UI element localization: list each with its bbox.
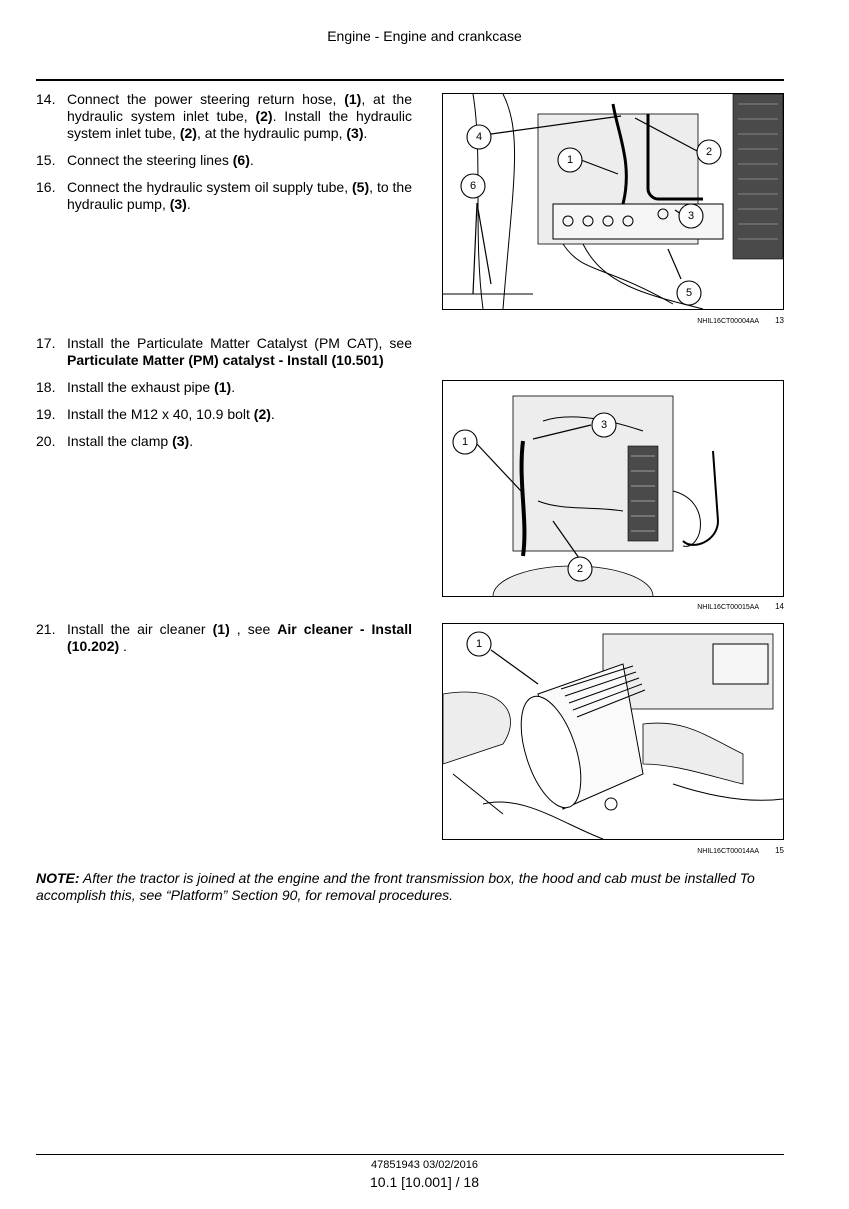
step-number: 19. bbox=[36, 406, 56, 422]
step-text: Install the Particulate Matter Catalyst (PM CAT), see Particulate Matter (PM) catalyst - Install (10.501) bbox=[67, 335, 412, 368]
callout-3-label: 3 bbox=[687, 210, 695, 222]
footer-rule bbox=[36, 1154, 784, 1155]
callout-1-label: 1 bbox=[461, 436, 469, 448]
step-number: 18. bbox=[36, 379, 56, 395]
engine-pump-drawing bbox=[443, 94, 783, 309]
step-number: 17. bbox=[36, 335, 56, 351]
steps-group-1 bbox=[36, 91, 412, 223]
cooler-core bbox=[628, 446, 658, 541]
step-number: 20. bbox=[36, 433, 56, 449]
step-14 bbox=[36, 91, 412, 142]
header-rule bbox=[36, 79, 784, 81]
page-header-title: Engine - Engine and crankcase bbox=[327, 28, 522, 44]
figure-code: NHIL16CT00004AA bbox=[697, 318, 760, 325]
steps-group-2 bbox=[36, 335, 412, 460]
step-18 bbox=[36, 379, 412, 396]
figure-number: 14 bbox=[775, 602, 784, 611]
figure-number: 15 bbox=[775, 846, 784, 855]
step-text: Install the clamp (3). bbox=[67, 433, 194, 449]
callout-2-label: 2 bbox=[576, 563, 584, 575]
figure-13-caption bbox=[442, 316, 784, 325]
step-number: 14. bbox=[36, 91, 56, 107]
note-label: NOTE: bbox=[36, 870, 80, 886]
note-text: After the tractor is joined at the engine and the front transmission box, the hood and cab must be installed To accomplish this, see “Platform” Section 90, for removal procedures. bbox=[36, 870, 755, 903]
footer-document-id: 47851943 03/02/2016 bbox=[370, 1159, 479, 1171]
callout-2-label: 2 bbox=[705, 146, 713, 158]
figure-13-illustration bbox=[442, 93, 784, 310]
footer-page-number: 10.1 [10.001] / 18 bbox=[370, 1174, 479, 1190]
figure-code: NHIL16CT00015AA bbox=[697, 604, 760, 611]
step-17 bbox=[36, 335, 412, 369]
step-20 bbox=[36, 433, 412, 450]
step-21 bbox=[36, 621, 412, 655]
air-cleaner-drawing bbox=[443, 624, 783, 839]
step-text: Install the air cleaner (1) , see Air cleaner - Install (10.202) . bbox=[67, 621, 412, 654]
note-paragraph bbox=[36, 870, 788, 904]
step-text: Connect the power steering return hose, (1), at the hydraulic system inlet tube, (2). Install the hydraulic system inlet tube, (2), at the hydraulic pump, (3). bbox=[67, 91, 413, 141]
exhaust-pipe-drawing bbox=[443, 381, 783, 596]
step-number: 15. bbox=[36, 152, 56, 168]
callout-6-label: 6 bbox=[469, 180, 477, 192]
step-19 bbox=[36, 406, 412, 423]
callout-1-label: 1 bbox=[566, 154, 574, 166]
callout-5-label: 5 bbox=[685, 287, 693, 299]
figure-code: NHIL16CT00014AA bbox=[697, 848, 760, 855]
step-text: Connect the steering lines (6). bbox=[67, 152, 254, 168]
step-number: 21. bbox=[36, 621, 56, 637]
figure-number: 13 bbox=[775, 316, 784, 325]
step-15 bbox=[36, 152, 412, 169]
step-number: 16. bbox=[36, 179, 56, 195]
cross-reference-link[interactable]: Air cleaner - Install (10.202) bbox=[67, 621, 412, 654]
step-text: Install the exhaust pipe (1). bbox=[67, 379, 236, 395]
callout-1-label: 1 bbox=[475, 638, 483, 650]
callout-3-label: 3 bbox=[600, 419, 608, 431]
air-cleaner-canister bbox=[509, 664, 645, 815]
step-16 bbox=[36, 179, 412, 213]
figure-15-illustration bbox=[442, 623, 784, 840]
callout-4-label: 4 bbox=[475, 131, 483, 143]
figure-14-caption bbox=[442, 602, 784, 611]
cross-reference-link[interactable]: Particulate Matter (PM) catalyst - Install (10.501) bbox=[67, 352, 384, 368]
step-text: Connect the hydraulic system oil supply tube, (5), to the hydraulic pump, (3). bbox=[67, 179, 413, 212]
figure-14-illustration bbox=[442, 380, 784, 597]
figure-15-caption bbox=[442, 846, 784, 855]
step-text: Install the M12 x 40, 10.9 bolt (2). bbox=[67, 406, 275, 422]
steps-group-3 bbox=[36, 621, 412, 665]
